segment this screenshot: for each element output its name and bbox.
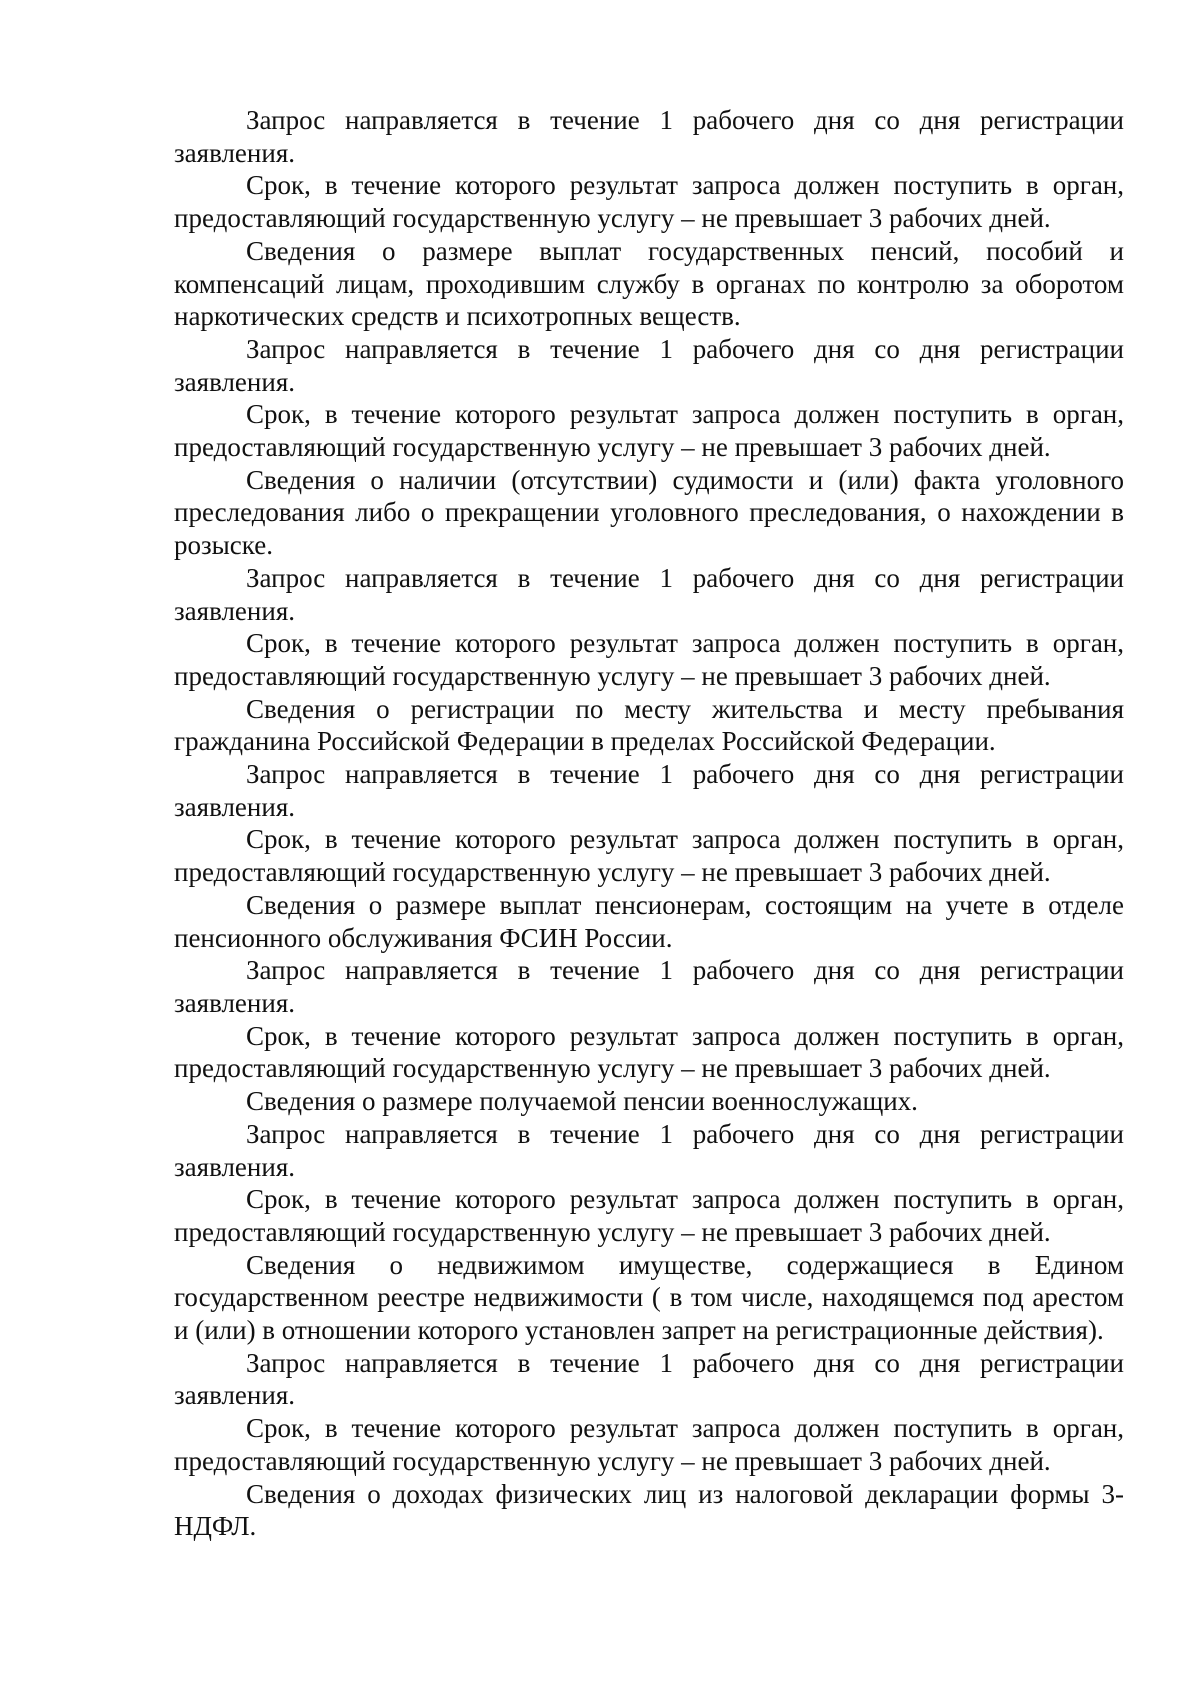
- paragraph: Сведения о размере выплат пенсионерам, состоящим на учете в отделе пенсионного обслуживания ФСИН России.: [174, 889, 1124, 953]
- paragraph: Срок, в течение которого результат запроса должен поступить в орган, предоставляющий государственную услугу – не превышает 3 рабочих дней.: [174, 824, 1124, 888]
- paragraph: Срок, в течение которого результат запроса должен поступить в орган, предоставляющий государственную услугу – не превышает 3 рабочих дней.: [174, 399, 1124, 463]
- paragraph: Запрос направляется в течение 1 рабочего дня со дня регистрации заявления.: [174, 1347, 1124, 1411]
- paragraph: Срок, в течение которого результат запроса должен поступить в орган, предоставляющий государственную услугу – не превышает 3 рабочих дней.: [174, 1184, 1124, 1247]
- paragraph: Сведения о доходах физических лиц из налоговой декларации формы 3-НДФЛ.: [174, 1478, 1124, 1542]
- paragraph: Запрос направляется в течение 1 рабочего дня со дня регистрации заявления.: [174, 105, 1124, 168]
- paragraph: Запрос направляется в течение 1 рабочего дня со дня регистрации заявления.: [174, 955, 1124, 1018]
- paragraph: Сведения о размере получаемой пенсии военнослужащих.: [246, 1086, 918, 1117]
- paragraph: Запрос направляется в течение 1 рабочего дня со дня регистрации заявления.: [174, 333, 1124, 397]
- paragraph: Сведения о наличии (отсутствии) судимости и (или) факта уголовного преследования либо о прекращении уголовного преследования, о нахождении в розыске.: [174, 464, 1124, 561]
- paragraph: Сведения о регистрации по месту жительства и месту пребывания гражданина Российской Федерации в пределах Российской Федерации.: [174, 693, 1124, 757]
- document-page: [174, 104, 1124, 1543]
- paragraph: Срок, в течение которого результат запроса должен поступить в орган, предоставляющий государственную услугу – не превышает 3 рабочих дней.: [174, 1413, 1124, 1476]
- paragraph: Сведения о недвижимом имуществе, содержащиеся в Едином государственном реестре недвижимости ( в том числе, находящемся под арестом и (или) в отношении которого установлен запрет на регистрационные действия).: [174, 1249, 1124, 1346]
- paragraph: Сведения о размере выплат государственных пенсий, пособий и компенсаций лицам, проходившим службу в органах по контролю за оборотом наркотических средств и психотропных веществ.: [174, 235, 1124, 332]
- paragraph: Запрос направляется в течение 1 рабочего дня со дня регистрации заявления.: [174, 562, 1124, 626]
- paragraph: Срок, в течение которого результат запроса должен поступить в орган, предоставляющий государственную услугу – не превышает 3 рабочих дней.: [174, 628, 1124, 691]
- paragraph: Запрос направляется в течение 1 рабочего дня со дня регистрации заявления.: [174, 1118, 1124, 1182]
- paragraph: Срок, в течение которого результат запроса должен поступить в орган, предоставляющий государственную услугу – не превышает 3 рабочих дней.: [174, 170, 1124, 234]
- paragraph: Запрос направляется в течение 1 рабочего дня со дня регистрации заявления.: [174, 759, 1124, 822]
- paragraph: Срок, в течение которого результат запроса должен поступить в орган, предоставляющий государственную услугу – не превышает 3 рабочих дней.: [174, 1020, 1124, 1084]
